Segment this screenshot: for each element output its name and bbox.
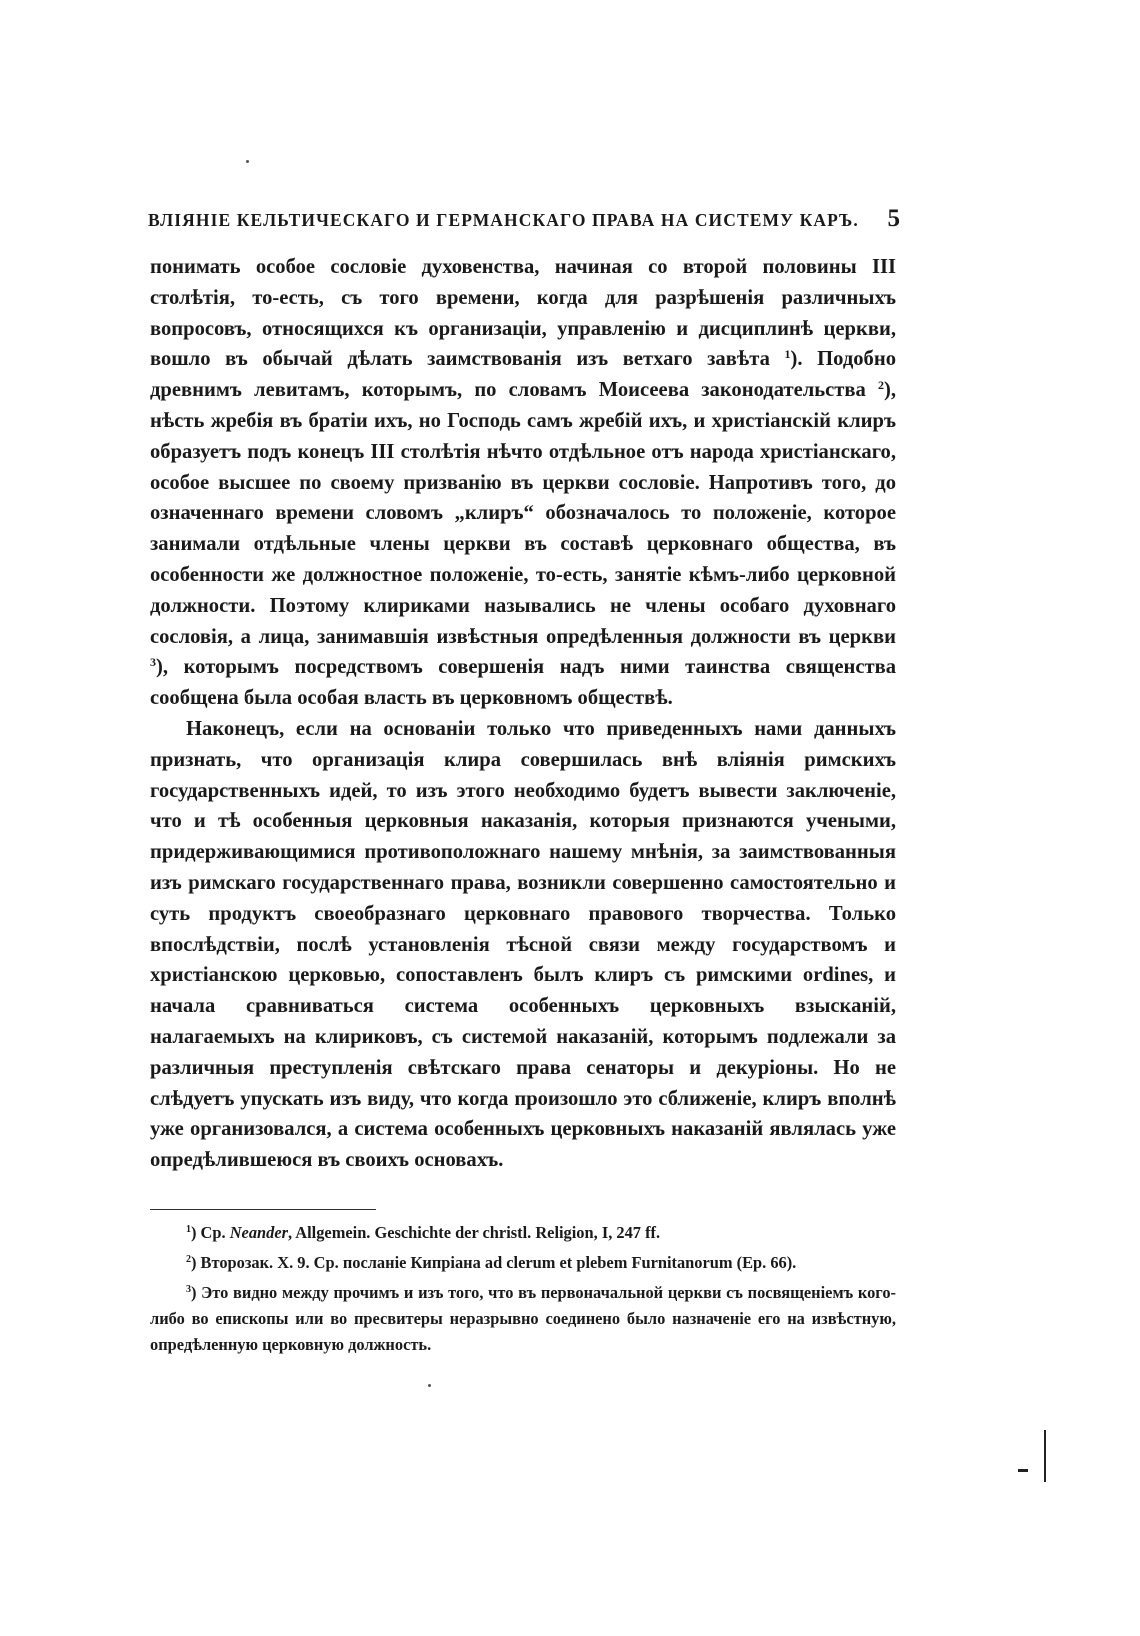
scan-speck — [246, 160, 249, 163]
footnote-divider — [150, 1209, 376, 1210]
scan-speck — [428, 1384, 431, 1387]
footnotes — [150, 1220, 896, 1358]
footnote-1-text-a: ) Ср. — [191, 1223, 230, 1242]
footnote-1-text-b: , Allgemein. Geschichte der christl. Religion, I, 247 ff. — [288, 1223, 661, 1242]
footnote-2-mark: 2 — [186, 1254, 191, 1265]
footnote-ref-3[interactable]: 3 — [150, 655, 156, 670]
scan-edge-dash — [1018, 1469, 1028, 1472]
footnote-3-mark: 3 — [186, 1284, 191, 1295]
footnote-1 — [150, 1220, 896, 1246]
paragraph-1-part-3: ), нѣсть жребія въ братіи ихъ, но Господь самъ жребій ихъ, и христіанскій клиръ образуетъ подъ конецъ III столѣтія нѣчто отдѣльное отъ народа христіанскаго, особое высшее по своему призванію въ церкви сословіе. Напротивъ того, до означеннаго времени словомъ „клиръ“ обозначалось то положеніе, которое занимали отдѣльные члены церкви въ составѣ церковнаго общества, въ особенности же должностное положеніе, то-есть, занятіе кѣмъ-либо церковной должности. Поэтому клириками назывались не члены особаго духовнаго сословія, а лица, занимавшія извѣстныя опредѣленныя должности въ церкви — [150, 379, 896, 648]
body-text — [150, 252, 896, 1176]
running-head: ВЛІЯНІЕ КЕЛЬТИЧЕСКАГО И ГЕРМАНСКАГО ПРАВА НА СИСТЕМУ КАРЪ. — [148, 210, 859, 230]
footnote-1-author: Neander — [229, 1223, 288, 1242]
footnote-1-mark: 1 — [186, 1224, 191, 1235]
scan-edge-mark — [1044, 1430, 1046, 1482]
paragraph-1-part-4: ), которымъ посредствомъ совершенія надъ ними таинства священства сообщена была особая власть въ церковномъ обществѣ. — [150, 656, 896, 710]
footnote-ref-2[interactable]: 2 — [877, 378, 884, 393]
paragraph-1-part-1: понимать особое сословіе духовенства, начиная со второй половины III столѣтія, то-есть, съ того времени, когда для разрѣшенія различныхъ вопросовъ, относящихся къ организаціи, управленію и дисциплинѣ церкви, вошло въ обычай дѣлать заимствованія изъ ветхаго завѣта — [150, 256, 896, 371]
footnote-2-text: ) Второзак. X. 9. Ср. посланіе Кипріана ad clerum et plebem Furnitanorum (Ep. 66). — [191, 1253, 797, 1272]
footnote-3 — [150, 1280, 896, 1358]
footnote-2 — [150, 1250, 896, 1276]
footnote-3-text: ) Это видно между прочимъ и изъ того, что въ первоначальной церкви съ посвященіемъ кого-либо во епископы или во пресвитеры неразрывно соединено было назначеніе его на извѣстную, опредѣленную церковную должность. — [150, 1283, 896, 1354]
paragraph-2: Наконецъ, если на основаніи только что приведенныхъ нами данныхъ признать, что организація клира совершилась внѣ вліянія римскихъ государственныхъ идей, то изъ этого необходимо будетъ вывести заключеніе, что и тѣ особенныя церковныя наказанія, которыя признаются учеными, придерживающимися противоположнаго нашему мнѣнія, за заимствованныя изъ римскаго государственнаго права, возникли совершенно самостоятельно и суть продуктъ своеобразнаго церковнаго правового творчества. Только впослѣдствіи, послѣ установленія тѣсной связи между государствомъ и христіанскою церковью, сопоставленъ былъ клиръ съ римскими ordines, и начала сравниваться система особенныхъ церковныхъ взысканій, налагаемыхъ на клириковъ, съ системой наказаній, которымъ подлежали за различныя преступленія свѣтскаго права сенаторы и декуріоны. Но не слѣдуетъ упускать изъ виду, что когда произошло это сближеніе, клиръ вполнѣ уже организовался, а система особенныхъ церковныхъ наказаній являлась уже опредѣлившеюся въ своихъ основахъ. — [150, 717, 896, 1172]
page-header — [148, 205, 900, 239]
footnote-ref-1[interactable]: 1 — [784, 347, 791, 362]
paragraph-1 — [150, 252, 896, 714]
page-number: 5 — [887, 205, 900, 232]
paragraph-1-part-2: ). Подобно древнимъ левитамъ, которымъ, по словамъ Моисеева законодательства — [150, 348, 896, 402]
